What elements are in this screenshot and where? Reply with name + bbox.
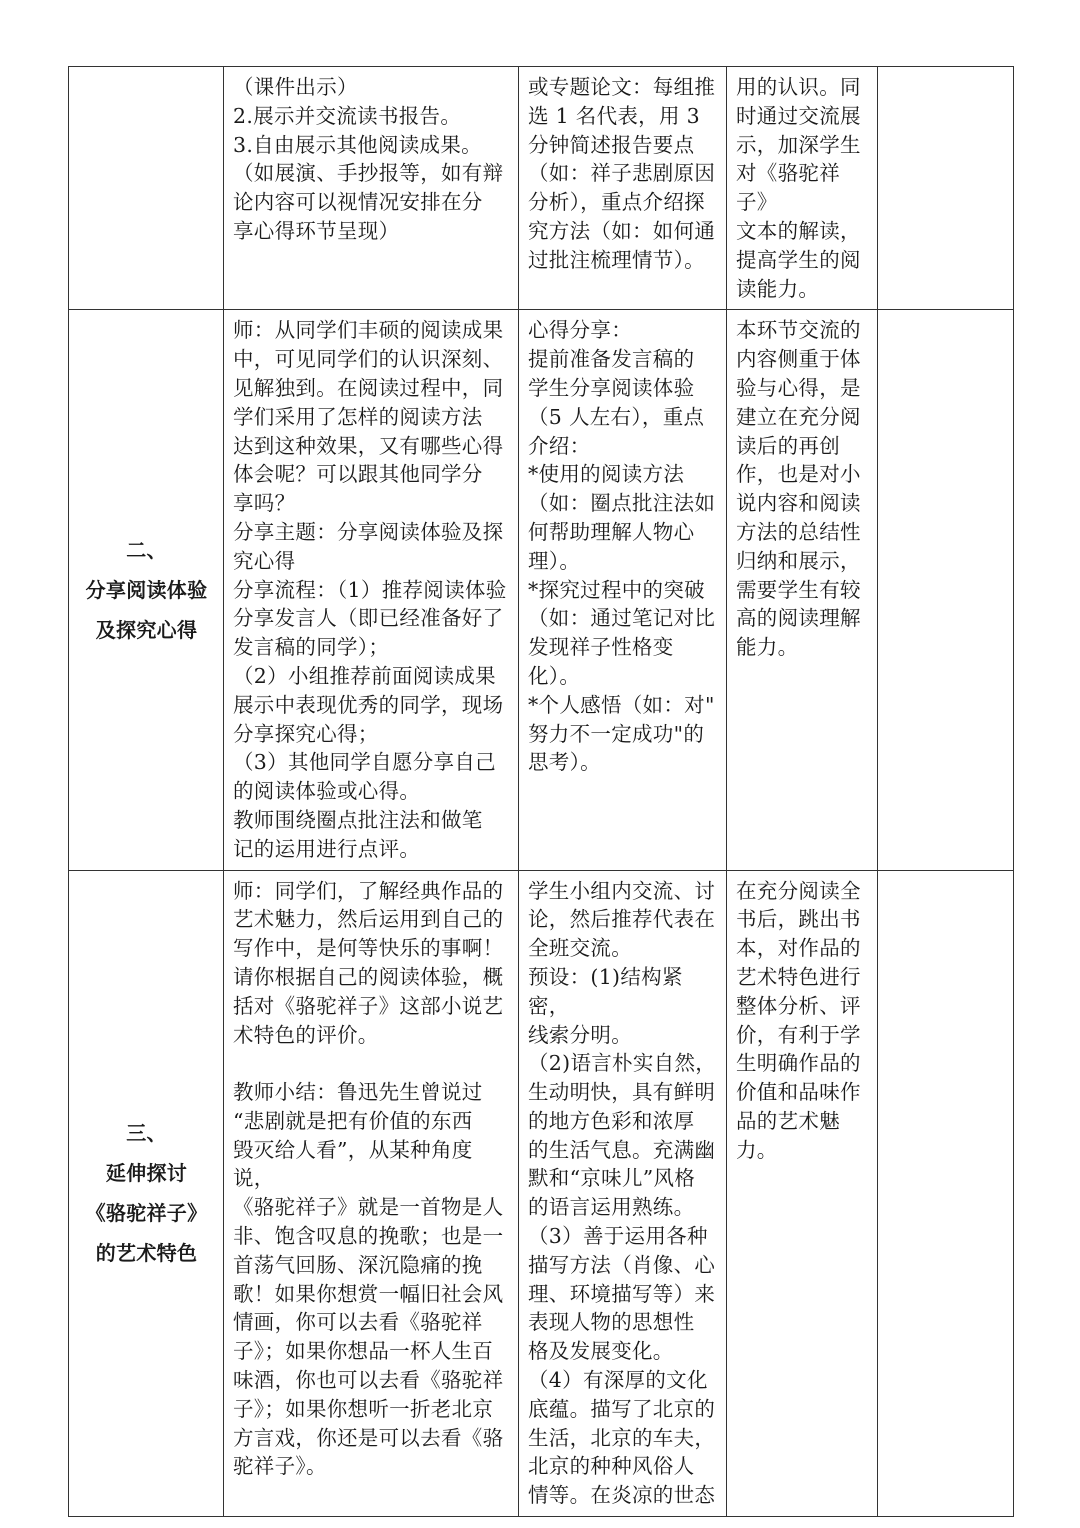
cell-text-line: 发言稿的同学）； <box>233 635 390 660</box>
cell-text-line: （4）有深厚的文化 <box>528 1368 708 1393</box>
cell-text-line: 全班交流。 <box>528 936 632 961</box>
cell-text-line: 内容侧重于体 <box>736 347 861 372</box>
cell-text-line: 分享探究心得； <box>233 721 379 746</box>
cell-text-line: 提高学生的阅 <box>736 247 861 272</box>
cell-text-line: 分钟简述报告要点 <box>528 132 695 157</box>
teacher-activity-cell <box>224 310 519 870</box>
design-purpose-cell <box>727 310 878 870</box>
cell-text-line: 享吗？ <box>233 491 296 516</box>
cell-text-line: 需要学生有较 <box>736 577 861 602</box>
cell-text-line: 二、 <box>126 537 167 562</box>
cell-text-line: 的地方色彩和浓厚 <box>528 1108 695 1133</box>
cell-text-line: 分享发言人（即已经准备好了 <box>233 606 504 631</box>
cell-text-line: 本环节交流的 <box>736 318 861 343</box>
cell-text-line: 子》；如果你想听一折老北京 <box>233 1396 494 1421</box>
cell-text-line: 生明确作品的 <box>736 1051 861 1076</box>
cell-text-line: 师：从同学们丰硕的阅读成果 <box>233 318 504 343</box>
cell-text-line: 预设：(1)结构紧密， <box>528 964 683 1018</box>
cell-text-line: 文本的解读， <box>736 218 861 243</box>
cell-text-line: 建立在充分阅 <box>736 404 861 429</box>
cell-text-line: *个人感悟（如：对" <box>528 692 715 717</box>
cell-text-line: 分享主题：分享阅读体验及探 <box>233 519 504 544</box>
cell-text-line: （5 人左右），重点 <box>528 404 705 429</box>
cell-text-line: 体会呢？可以跟其他同学分 <box>233 462 483 487</box>
cell-text-line: （2)语言朴实自然， <box>528 1051 717 1076</box>
cell-text-line: 价，有利于学 <box>736 1022 861 1047</box>
cell-text-line: 力。 <box>736 1137 778 1162</box>
cell-text-line: 读能力。 <box>736 276 820 301</box>
cell-text-line: 情画，你可以去看《骆驼祥 <box>233 1310 483 1335</box>
cell-text-line: 思考）。 <box>528 750 601 775</box>
cell-text-line: 见解独到。在阅读过程中，同 <box>233 375 504 400</box>
cell-text-line: （如：圈点批注法如 <box>528 491 716 516</box>
cell-text-line: 艺术特色进行 <box>736 964 861 989</box>
cell-text-line: *探究过程中的突破 <box>528 577 705 602</box>
cell-text-line: 教师小结：鲁迅先生曾说过 <box>233 1080 483 1105</box>
cell-text-line: 在充分阅读全 <box>736 878 861 903</box>
cell-text-line: （3）其他同学自愿分享自己 <box>233 750 496 775</box>
cell-text-line: 3.自由展示其他阅读成果。 <box>233 132 482 157</box>
cell-text-line: 默和“京味儿”风格 <box>528 1166 696 1191</box>
cell-text-line: 师：同学们，了解经典作品的 <box>233 878 504 903</box>
cell-text-line: 分享流程：（1）推荐阅读体验 <box>233 577 507 602</box>
cell-text-line: 中，可见同学们的认识深刻、 <box>233 347 504 372</box>
cell-text-line: 分享阅读体验 <box>85 577 208 602</box>
cell-text-line: 或专题论文：每组推 <box>528 75 716 99</box>
table-row <box>69 870 1014 1517</box>
cell-text-line: （如：祥子悲剧原因 <box>528 161 716 186</box>
cell-text-line: 发现祥子性格变 <box>528 635 674 660</box>
cell-text-line: 的语言运用熟练。 <box>528 1195 695 1220</box>
cell-text-line: 非、饱含叹息的挽歌；也是一 <box>233 1224 504 1249</box>
cell-text-line: 学生分享阅读体验 <box>528 375 695 400</box>
cell-text-line: 价值和品味作 <box>736 1080 861 1105</box>
cell-text-line: 驼祥子》。 <box>233 1454 327 1479</box>
cell-text-line: 的生活气息。充满幽 <box>528 1137 716 1162</box>
cell-text-line: （3）善于运用各种 <box>528 1224 708 1249</box>
cell-text-line: 对《骆驼祥子》 <box>736 161 840 215</box>
note-cell <box>878 870 1014 1517</box>
cell-text-line: 首荡气回肠、深沉隐痛的挽 <box>233 1252 483 1277</box>
cell-text-line: 描写方法（肖像、心 <box>528 1252 716 1277</box>
cell-text-line: 《骆驼祥子》 <box>85 1201 208 1226</box>
cell-text-line: 时通过交流展 <box>736 103 861 128</box>
cell-text-line: *使用的阅读方法 <box>528 462 685 487</box>
cell-text-line: 分析），重点介绍探 <box>528 190 705 215</box>
cell-text-line: 表现人物的思想性 <box>528 1310 695 1335</box>
note-cell <box>878 67 1014 310</box>
cell-text-line: 过批注梳理情节）。 <box>528 247 705 272</box>
stage-cell <box>69 870 224 1517</box>
cell-text-line: （如展演、手抄报等，如有辩 <box>233 161 504 186</box>
cell-text-line: 格及发展变化。 <box>528 1339 674 1364</box>
cell-text-line: 努力不一定成功"的 <box>528 721 705 746</box>
cell-text-line: 线索分明。 <box>528 1022 632 1047</box>
student-activity-cell <box>519 67 727 310</box>
cell-text-line: 展示中表现优秀的同学，现场 <box>233 692 504 717</box>
cell-text-line: 2.展示并交流读书报告。 <box>233 103 462 128</box>
table-row <box>69 67 1014 310</box>
cell-text-line: 心得分享： <box>528 318 632 343</box>
note-cell <box>878 310 1014 870</box>
cell-text-line: 论内容可以视情况安排在分 <box>233 190 483 215</box>
cell-text-line: 的阅读体验或心得。 <box>233 779 421 804</box>
cell-text-line: 说内容和阅读 <box>736 491 861 516</box>
cell-text-line: 术特色的评价。 <box>233 1022 379 1047</box>
design-purpose-cell <box>727 870 878 1517</box>
cell-text-line: 括对《骆驼祥子》这部小说艺 <box>233 993 504 1018</box>
cell-text-line: 子》；如果你想品一杯人生百 <box>233 1339 494 1364</box>
teacher-activity-cell <box>224 870 519 1517</box>
cell-text-line: 方法的总结性 <box>736 519 861 544</box>
cell-text-line: 达到这种效果，又有哪些心得 <box>233 433 504 458</box>
design-purpose-cell <box>727 67 878 310</box>
cell-text-line: 记的运用进行点评。 <box>233 836 421 861</box>
cell-text-line: 能力。 <box>736 635 799 660</box>
cell-text-line: （2）小组推荐前面阅读成果 <box>233 663 496 688</box>
stage-cell <box>69 67 224 310</box>
cell-text-line: 及探究心得 <box>95 617 198 642</box>
cell-text-line: （课件出示） <box>233 75 358 99</box>
table-row <box>69 310 1014 870</box>
student-activity-cell <box>519 310 727 870</box>
cell-text-line: 提前准备发言稿的 <box>528 347 695 372</box>
cell-text-line: 写作中，是何等快乐的事啊！ <box>233 936 504 961</box>
cell-text-line: 的艺术特色 <box>95 1241 198 1266</box>
cell-text-line: 生活，北京的车夫， <box>528 1425 716 1450</box>
cell-text-line: 理、环境描写等）来 <box>528 1281 716 1306</box>
cell-text-line: 论，然后推荐代表在 <box>528 907 716 932</box>
cell-text-line: 艺术魅力，然后运用到自己的 <box>233 907 504 932</box>
cell-text-line: 书后，跳出书 <box>736 907 861 932</box>
cell-text-line: 味酒，你也可以去看《骆驼祥 <box>233 1368 504 1393</box>
cell-text-line: 作，也是对小 <box>736 462 861 487</box>
cell-text-line: 究方法（如：如何通 <box>528 218 716 243</box>
cell-text-line: 情等。在炎凉的世态 <box>528 1483 716 1508</box>
cell-text-line: 底蕴。描写了北京的 <box>528 1396 716 1421</box>
cell-text-line: “悲剧就是把有价值的东西 <box>233 1108 473 1133</box>
cell-text-line: 毁灭给人看”，从某种角度说， <box>233 1137 473 1191</box>
cell-text-line: 品的艺术魅 <box>736 1108 840 1133</box>
cell-text-line: 学们采用了怎样的阅读方法 <box>233 404 483 429</box>
cell-text-line <box>233 1049 510 1078</box>
student-activity-cell <box>519 870 727 1517</box>
cell-text-line: 教师围绕圈点批注法和做笔 <box>233 807 483 832</box>
stage-cell <box>69 310 224 870</box>
cell-text-line: 《骆驼祥子》就是一首物是人 <box>233 1195 504 1220</box>
cell-text-line: 何帮助理解人物心 <box>528 519 695 544</box>
cell-text-line: 用的认识。同 <box>736 75 861 99</box>
teacher-activity-cell <box>224 67 519 310</box>
cell-text-line: 高的阅读理解 <box>736 606 861 631</box>
cell-text-line: 方言戏，你还是可以去看《骆 <box>233 1425 504 1450</box>
cell-text-line: 读后的再创 <box>736 433 840 458</box>
cell-text-line: 学生小组内交流、讨 <box>528 878 716 903</box>
cell-text-line: 选 1 名代表，用 3 <box>528 103 700 128</box>
cell-text-line: 示，加深学生 <box>736 132 861 157</box>
cell-text-line: 介绍： <box>528 433 591 458</box>
cell-text-line: 生动明快，具有鲜明 <box>528 1080 716 1105</box>
cell-text-line: 享心得环节呈现） <box>233 218 400 243</box>
cell-text-line: 北京的种种风俗人 <box>528 1454 695 1479</box>
cell-text-line: 三、 <box>126 1121 167 1146</box>
cell-text-line: 理）。 <box>528 548 581 573</box>
cell-text-line: 歌！如果你想赏一幅旧社会风 <box>233 1281 504 1306</box>
lesson-plan-table <box>68 66 1014 1517</box>
cell-text-line: （如：通过笔记对比 <box>528 606 716 631</box>
cell-text-line: 化）。 <box>528 663 581 688</box>
cell-text-line: 本，对作品的 <box>736 936 861 961</box>
cell-text-line: 归纳和展示， <box>736 548 861 573</box>
cell-text-line: 请你根据自己的阅读体验，概 <box>233 964 504 989</box>
cell-text-line: 究心得 <box>233 548 296 573</box>
cell-text-line: 延伸探讨 <box>105 1161 188 1186</box>
cell-text-line: 验与心得，是 <box>736 375 861 400</box>
cell-text-line: 整体分析、评 <box>736 993 861 1018</box>
